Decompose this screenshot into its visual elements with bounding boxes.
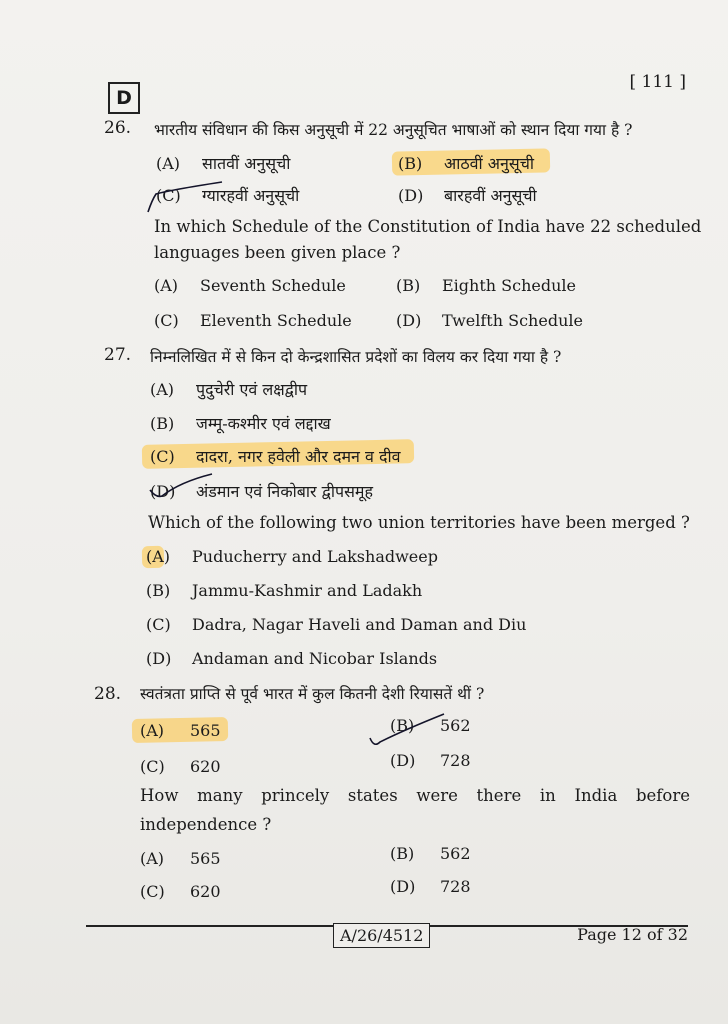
- question-english: In which Schedule of the Constitution of India have 22 scheduled: [154, 217, 702, 236]
- option-english-b: (B) 562: [390, 844, 471, 863]
- question-english: How many princely states were there in India before: [140, 786, 690, 805]
- option-english-c: (C) Dadra, Nagar Haveli and Daman and Diu: [146, 615, 527, 634]
- page-code: [ 111 ]: [629, 72, 686, 92]
- footer-code: A/26/4512: [333, 923, 430, 948]
- option-english-c: (C) 620: [140, 882, 221, 901]
- option-english-a: (A) 565: [140, 849, 221, 868]
- option-hindi-a: (A) पुदुचेरी एवं लक्षद्वीप: [150, 380, 308, 399]
- question-hindi: भारतीय संविधान की किस अनुसूची में 22 अनुसूचित भाषाओं को स्थान दिया गया है ?: [154, 121, 633, 139]
- option-hindi-c: (C) दादरा, नगर हवेली और दमन व दीव: [150, 447, 401, 466]
- option-hindi-a: (A) सातवीं अनुसूची: [156, 154, 291, 173]
- question-number: 26.: [104, 118, 132, 138]
- option-english-c: (C) Eleventh Schedule: [154, 311, 352, 330]
- question-number: 27.: [104, 345, 132, 365]
- question-hindi: स्वतंत्रता प्राप्ति से पूर्व भारत में कुल कितनी देशी रियासतें थीं ?: [140, 685, 485, 703]
- option-english-a: (A) Puducherry and Lakshadweep: [146, 547, 438, 566]
- option-hindi-d: (D) अंडमान एवं निकोबार द्वीपसमूह: [150, 482, 373, 501]
- option-hindi-d: (D) 728: [390, 751, 471, 770]
- question-hindi: निम्नलिखित में से किन दो केन्द्रशासित प्रदेशों का विलय कर दिया गया है ?: [150, 348, 562, 366]
- option-hindi-b: (B) जम्मू-कश्मीर एवं लद्दाख: [150, 414, 331, 433]
- question-english-cont: independence ?: [140, 815, 272, 834]
- option-english-d: (D) Twelfth Schedule: [396, 311, 583, 330]
- option-english-b: (B) Eighth Schedule: [396, 276, 576, 295]
- option-hindi-c: (C) 620: [140, 757, 221, 776]
- page-number: Page 12 of 32: [577, 925, 688, 944]
- option-hindi-c: (C) ग्यारहवीं अनुसूची: [156, 186, 300, 205]
- option-hindi-d: (D) बारहवीं अनुसूची: [398, 186, 537, 205]
- option-hindi-b: (B) 562: [390, 716, 471, 735]
- option-english-a: (A) Seventh Schedule: [154, 276, 346, 295]
- question-english-cont: languages been given place ?: [154, 243, 401, 262]
- question-english: Which of the following two union territories have been merged ?: [148, 513, 690, 532]
- option-english-b: (B) Jammu-Kashmir and Ladakh: [146, 581, 423, 600]
- option-hindi-a: (A) 565: [140, 721, 221, 740]
- booklet-code-box: D: [108, 82, 140, 114]
- question-number: 28.: [94, 684, 122, 704]
- option-english-d: (D) Andaman and Nicobar Islands: [146, 649, 438, 668]
- option-hindi-b: (B) आठवीं अनुसूची: [398, 154, 534, 173]
- option-english-d: (D) 728: [390, 877, 471, 896]
